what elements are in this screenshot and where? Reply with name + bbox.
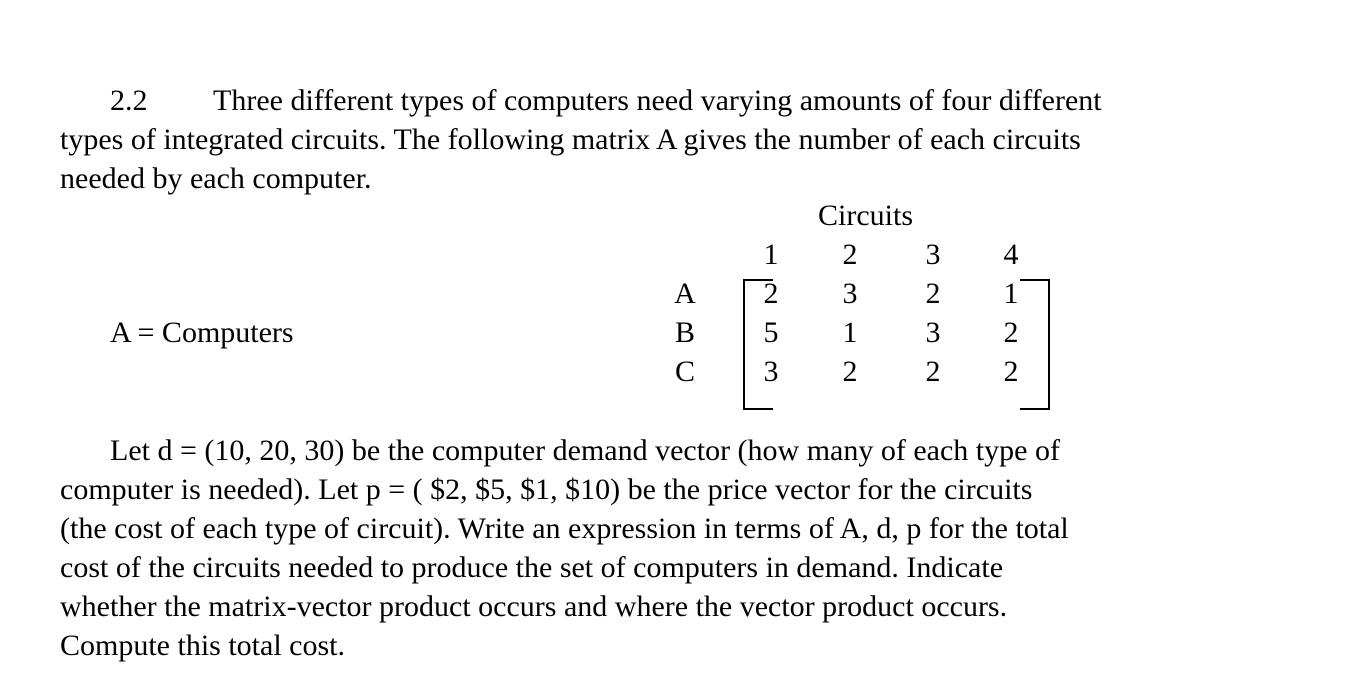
question-line-1: Let d = (10, 20, 30) be the computer demand vector (how many of each type of [110,434,1060,467]
column-label-3: 3 [925,238,941,271]
question-line-6: Compute this total cost. [60,629,345,662]
matrix-cell: 3 [925,316,941,349]
row-label-a: A [674,277,696,310]
matrix-cell: 5 [763,316,779,349]
intro-line-2: types of integrated circuits. The following matrix A gives the number of each circuits [60,123,1081,156]
question-line-4: cost of the circuits needed to produce the set of computers in demand. Indicate [60,551,1004,584]
question-line-2: computer is needed). Let p = ( $2, $5, $1, $10) be the price vector for the circuits [60,473,1033,506]
matrix-cell: 2 [763,277,779,310]
matrix-cell: 3 [763,355,779,388]
matrix-cell: 2 [842,355,858,388]
column-label-2: 2 [842,238,858,271]
matrix-cell: 2 [1003,316,1019,349]
matrix-cell: 2 [1003,355,1019,388]
row-label-c: C [674,355,695,388]
matrix-column-header: Circuits [818,199,913,232]
column-label-1: 1 [763,238,779,271]
matrix-cell: 3 [842,277,858,310]
matrix-cell: 2 [925,277,941,310]
matrix-cell: 1 [842,316,858,349]
intro-line-1: Three different types of computers need varying amounts of four different [213,84,1102,117]
intro-line-3: needed by each computer. [60,162,372,195]
column-label-4: 4 [1003,238,1019,271]
problem-number: 2.2 [110,84,148,117]
question-line-5: whether the matrix-vector product occurs and where the vector product occurs. [60,590,1008,623]
row-label-b: B [674,316,695,349]
matrix-name-label: A = Computers [110,316,294,349]
matrix-cell: 2 [925,355,941,388]
matrix-cell: 1 [1003,277,1019,310]
question-line-3: (the cost of each type of circuit). Write an expression in terms of A, d, p for the total [60,512,1069,545]
